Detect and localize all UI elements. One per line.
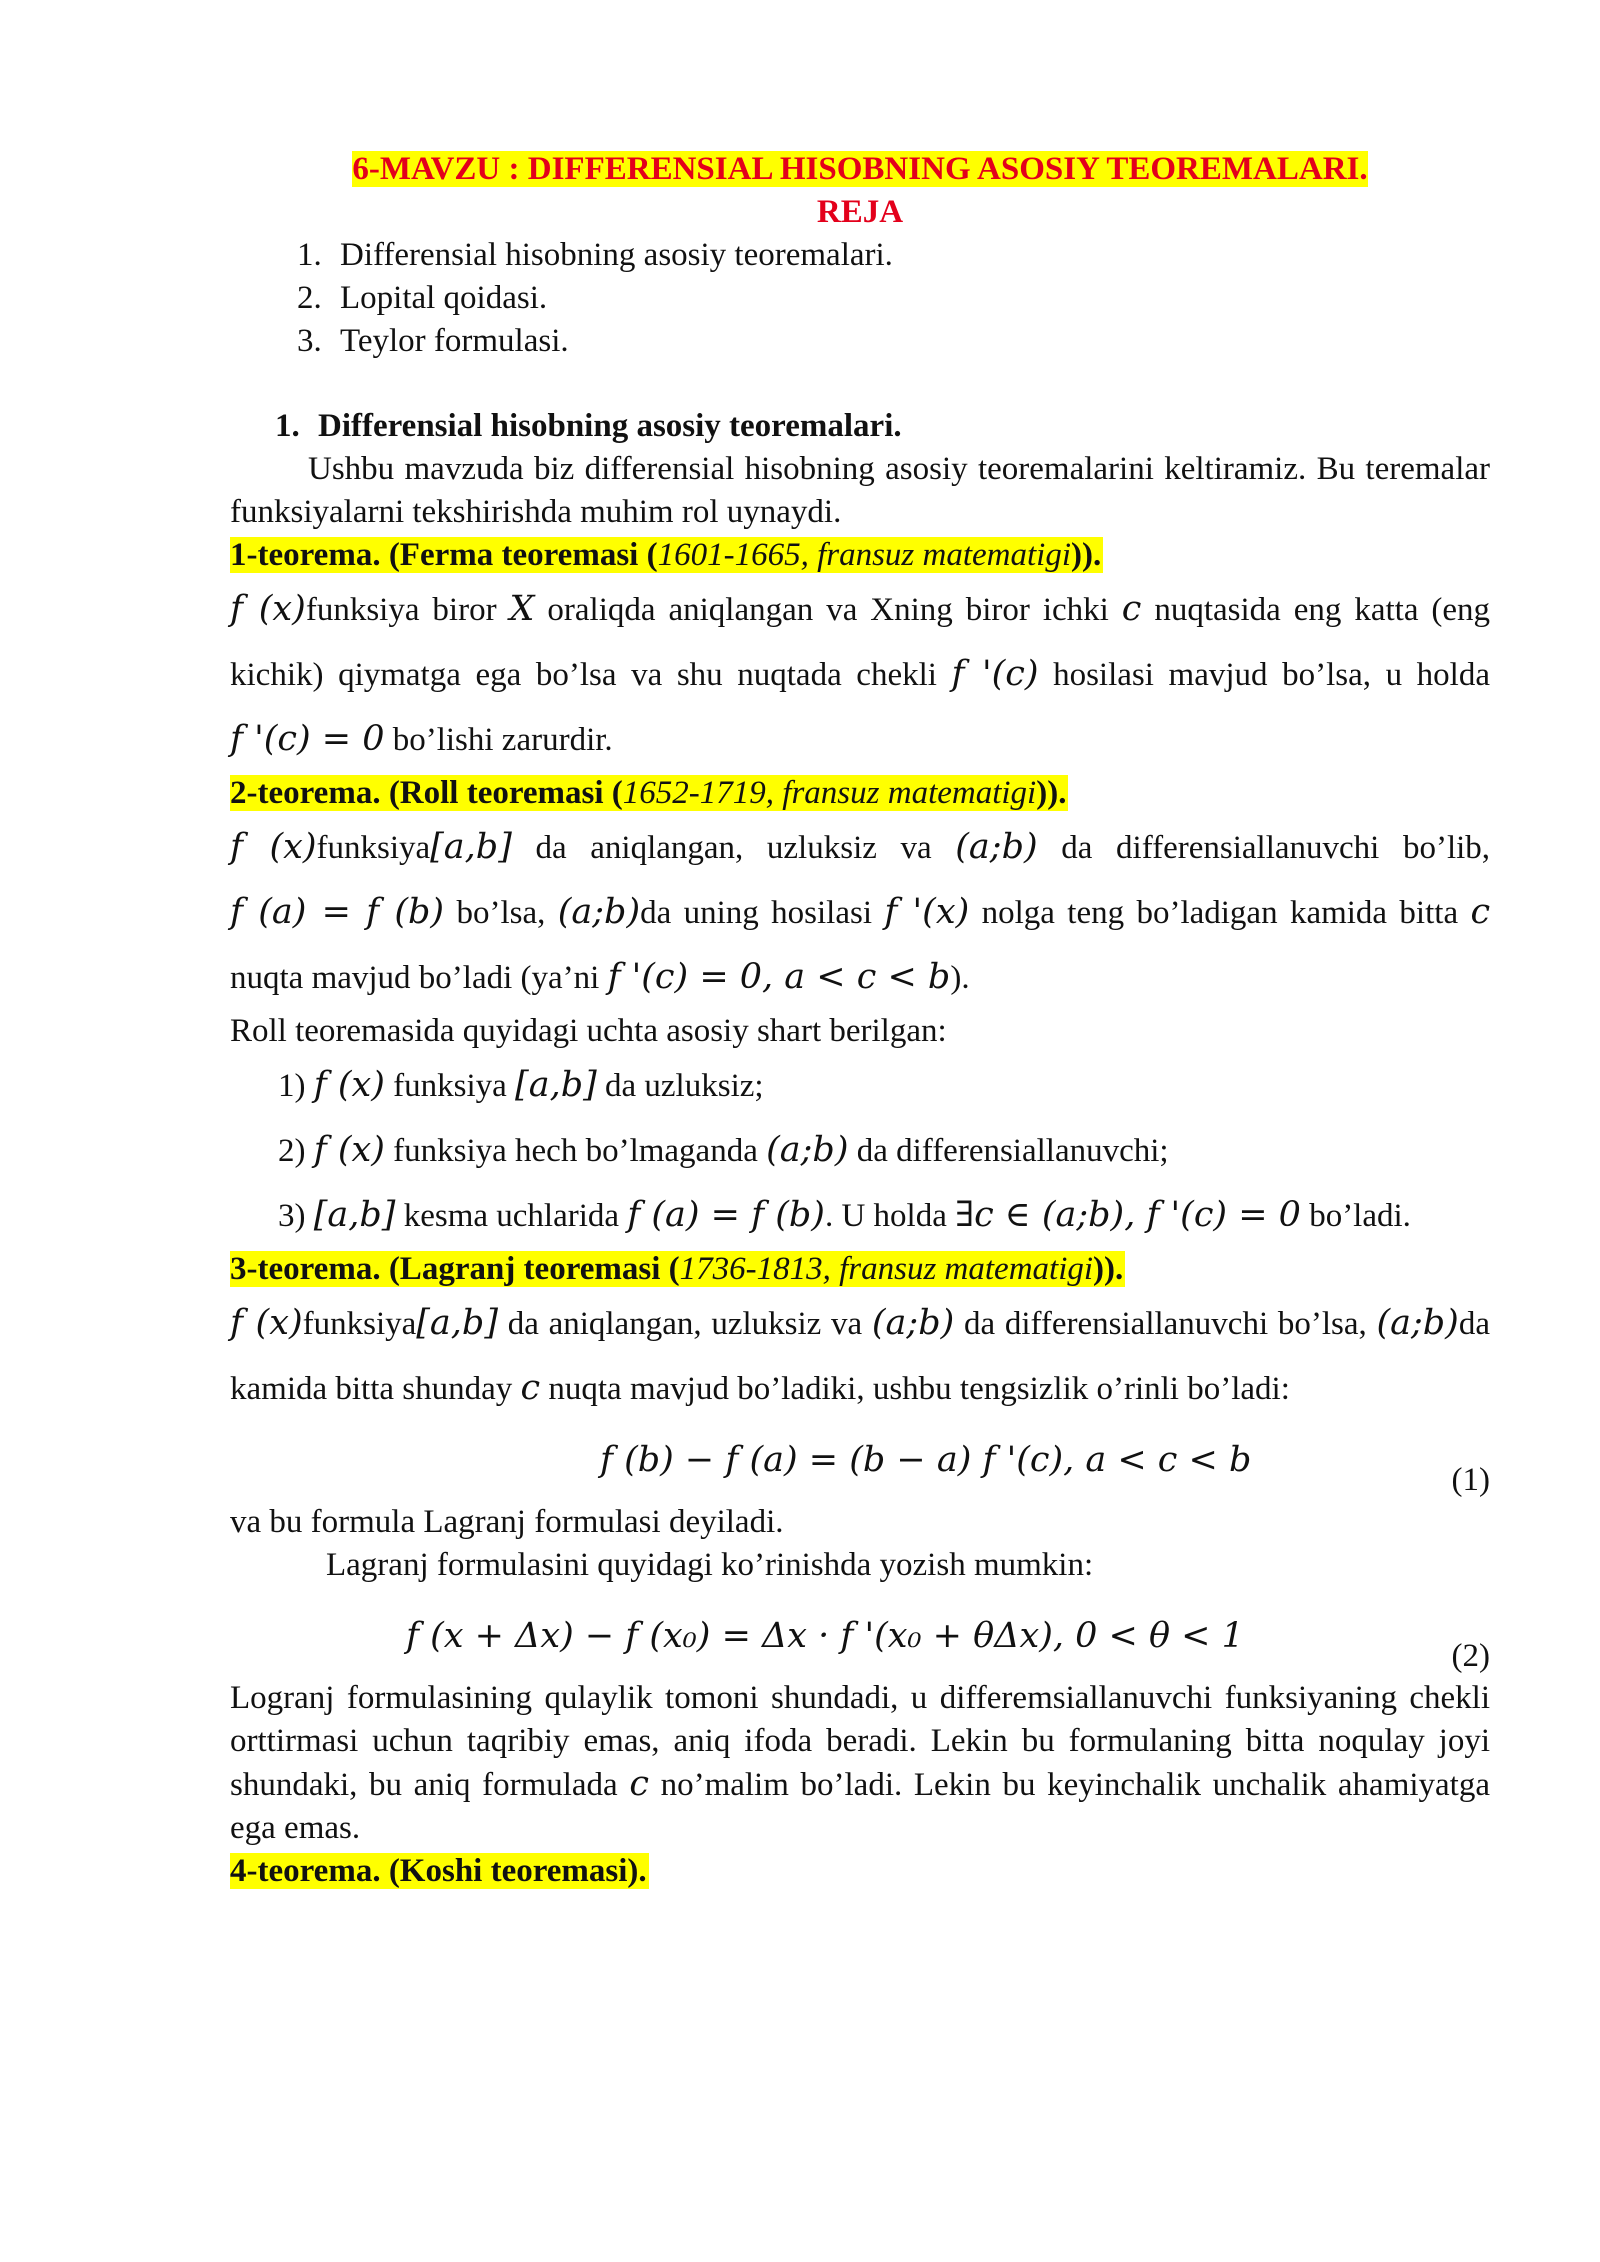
formula: (a;b) — [955, 827, 1038, 867]
lagrange-formula-2: f (x + Δx) − f (x₀) = Δx · f '(x₀ + θΔx), 0 < θ < 1 — [406, 1616, 1244, 1656]
formula: X — [509, 589, 535, 629]
section-heading: 1. Differensial hisobning asosiy teoremalari. — [230, 405, 1490, 448]
theorem-3-text: f (x)funksiya[a,b] da aniqlangan, uzluksiz va (a;b) da differensiallanuvchi bo’lsa, (a;b)da kamida bitta shunday c nuqta mavjud bo’ladiki, ushbu tengsizlik o’rinli bo’ladi: — [230, 1303, 1490, 1408]
equation-number: (1) — [1451, 1462, 1490, 1498]
formula: f '(c) — [951, 654, 1039, 694]
intro-paragraph: Ushbu mavzuda biz differensial hisobning asosiy teoremalarini keltiramiz. Bu teremalar funksiyalarni tekshirishda muhim rol uynaydi. — [230, 451, 1490, 530]
lagrange-formula: f (b) − f (a) = (b − a) f '(c), a < c < b — [600, 1440, 1252, 1480]
formula: [a,b] — [313, 1195, 396, 1235]
lagrange-note: va bu formula Lagranj formulasi deyiladi. — [230, 1504, 784, 1540]
plan-item: 3. Teylor formulasi. — [330, 320, 1490, 363]
formula: f '(c) = 0, a < c < b — [607, 957, 951, 997]
plan-item: 2. Lopital qoidasi. — [330, 277, 1490, 320]
theorem-3-heading: 3-teorema. (Lagranj teoremasi (1736-1813, fransuz matematigi)). — [230, 1251, 1124, 1287]
formula: f (x) — [313, 1065, 385, 1105]
theorem-1-heading: 1-teorema. (Ferma teoremasi (1601-1665, fransuz matematigi)). — [230, 537, 1102, 573]
formula: [a,b] — [430, 827, 512, 867]
formula: c — [1470, 892, 1491, 932]
equation-2 — [230, 1587, 1490, 1677]
plan-heading: REJA — [816, 194, 904, 230]
formula: (a;b) — [871, 1303, 955, 1343]
formula: f '(x) — [884, 892, 970, 932]
document-page — [230, 148, 1490, 1893]
theorem-1-text: f (x)funksiya biror X oraliqda aniqlangan va Xning biror ichki c nuqtasida eng katta (eng kichik) qiymatga ega bo’lsa va shu nuqtada chekli f '(c) hosilasi mavjud bo’lsa, u holda f '(c) = 0 bo’lishi zarurdir. — [230, 589, 1491, 759]
roll-condition-2: 2) f (x) funksiya hech bo’lmaganda (a;b) da differensiallanuvchi; — [278, 1130, 1169, 1170]
formula: f '(c) = 0 — [230, 719, 385, 759]
lagrange-lead: Lagranj formulasini quyidagi ko’rinishda yozish mumkin: — [326, 1547, 1094, 1583]
theorem-4-heading: 4-teorema. (Koshi teoremasi). — [230, 1853, 647, 1889]
formula: ∃c ∈ (a;b), f '(c) = 0 — [955, 1195, 1301, 1235]
lagrange-paragraph: Logranj formulasining qulaylik tomoni shundadi, u differemsiallanuvchi funksiyaning chekli orttirmasi uchun taqribiy emas, aniq ifoda beradi. Lekin bu formulaning bitta noqulay joyi shundaki, bu aniq formulada c no’malim bo’ladi. Lekin bu keyinchalik unchalik ahamiyatga ega emas. — [230, 1680, 1490, 1846]
formula: [a,b] — [416, 1303, 498, 1343]
roll-condition-1: 1) f (x) funksiya [a,b] da uzluksiz; — [278, 1065, 764, 1105]
formula: f (x) — [313, 1130, 385, 1170]
theorem-2-text: f (x)funksiya[a,b] da aniqlangan, uzluksiz va (a;b) da differensiallanuvchi bo’lib, f (a) = f (b) bo’lsa, (a;b)da uning hosilasi f '(x) nolga teng bo’ladigan kamida bitta c nuqta mavjud bo’ladi (ya’ni f '(c) = 0, a < c < b). — [230, 827, 1491, 997]
plan-item: 1. Differensial hisobning asosiy teoremalari. — [330, 234, 1490, 277]
formula: (a;b) — [1376, 1303, 1459, 1343]
equation-1 — [230, 1421, 1490, 1501]
formula: (a;b) — [766, 1130, 849, 1170]
formula: f (x) — [230, 589, 306, 629]
formula: f (a) = f (b) — [627, 1195, 825, 1235]
theorem-2-heading: 2-teorema. (Roll teoremasi (1652-1719, fransuz matematigi)). — [230, 775, 1067, 811]
equation-number: (2) — [1451, 1638, 1490, 1674]
formula: f (x) — [230, 1303, 303, 1343]
formula: f (x) — [230, 827, 317, 867]
formula: c — [1121, 589, 1142, 629]
roll-condition-3: 3) [a,b] kesma uchlarida f (a) = f (b). U holda ∃c ∈ (a;b), f '(c) = 0 bo’ladi. — [278, 1195, 1411, 1235]
formula: [a,b] — [515, 1065, 597, 1105]
formula: c — [629, 1764, 649, 1804]
formula: f (a) = f (b) — [230, 892, 445, 932]
formula: c — [520, 1368, 541, 1408]
formula: (a;b) — [557, 892, 641, 932]
plan-list — [230, 234, 1490, 363]
roll-conditions-intro: Roll teoremasida quyidagi uchta asosiy shart berilgan: — [230, 1013, 947, 1049]
document-title: 6-MAVZU : DIFFERENSIAL HISOBNING ASOSIY TEOREMALARI. — [352, 151, 1368, 187]
